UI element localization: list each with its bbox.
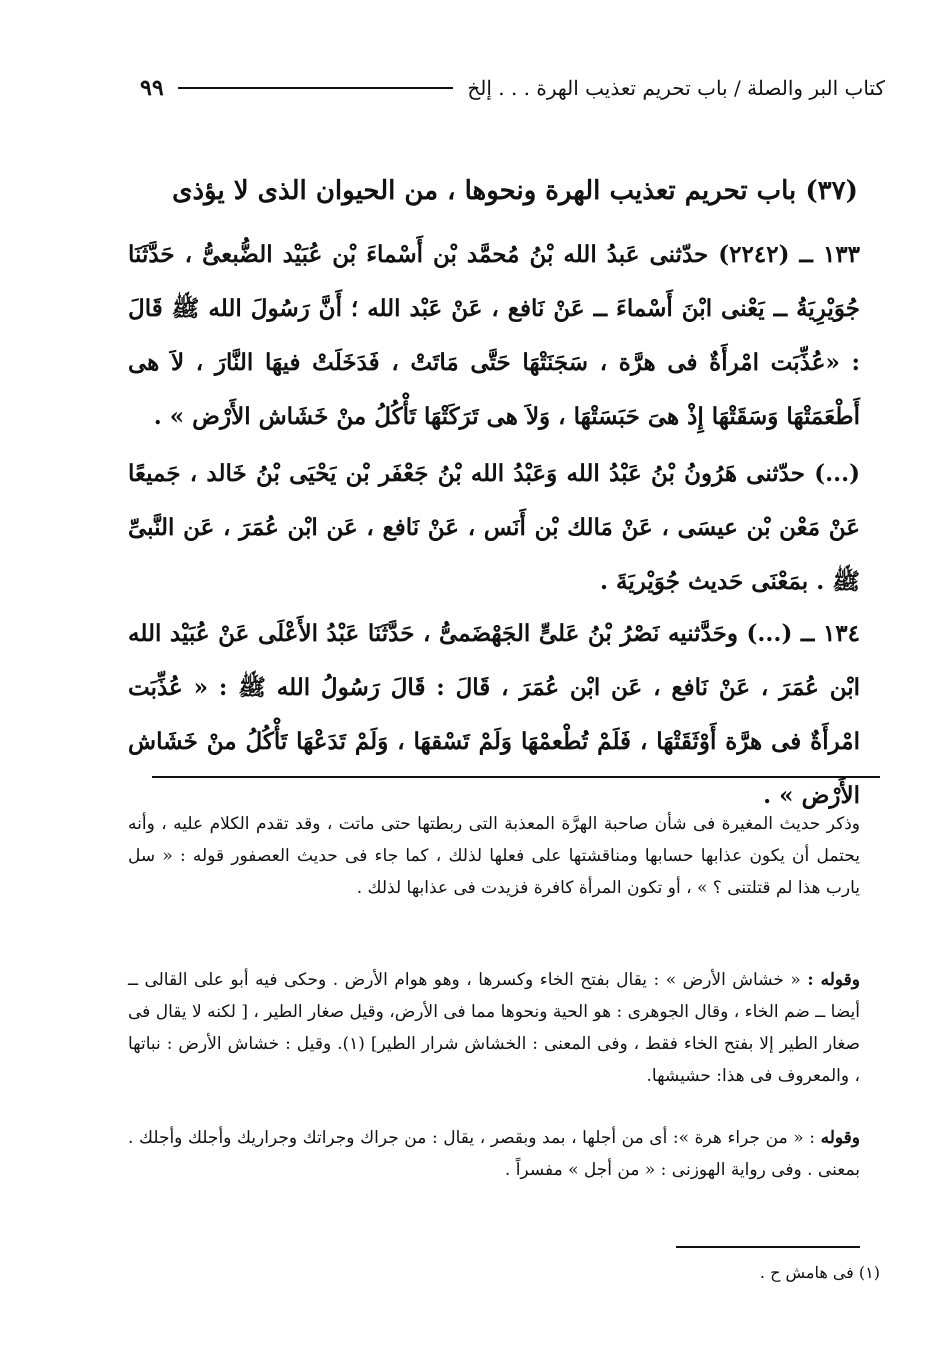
commentary-paragraph [128,964,860,1092]
header-rule [178,87,454,89]
hadith-133: ١٣٣ ــ (٢٢٤٢) حدّثنى عَبدُ الله بْنُ مُحمَّد بْن أَسْماءَ بْن عُبَيْد الضُّبعىُّ ، حَدَّثَنَا جُوَيْرِيَةُ ــ يَعْنى ابْنَ أَسْماءَ ــ عَنْ نَافع ، عَنْ عَبْد الله ؛ أَنَّ رَسُولَ الله ﷺ قَالَ : «عُذِّبَت امْرأَةٌ فى هرَّة ، سَجَنَتْهَا حَتَّى مَاتَتْ ، فَدَخَلَتْ فيهَا النَّارَ ، لاَ هى أَطْعَمَتْهَا وَسَقَتْهَا إِذْ هىَ حَبَسَتْهَا ، وَلاَ هى تَرَكَتْهَا تَأْكُلُ منْ خَشَاش الأَرْض » . [128,241,860,430]
commentary-divider [152,776,880,778]
running-title: كتاب البر والصلة / باب تحريم تعذيب الهرة . . . إلخ [467,76,885,100]
commentary-text: « خشاش الأرض » : يقال بفتح الخاء وكسرها ، وهو هوام الأرض . وحكى فيه أبو على القالى ــ أيضا ــ ضم الخاء ، وقال الجوهرى : هو الحية ونحوها مما فى الأرض، وقيل صغار الطير ، [ لكنه لا يقال فى صغار الطير إلا بفتح الخاء فقط ، وفى المعنى : الخشاش شرار الطير] (١). وقيل : خشاش الأرض : نباتها ، والمعروف فى هذا: حشيشها. [128,970,860,1086]
commentary-text: : « من جراء هرة »: أى من أجلها ، بمد وبقصر ، يقال : من جراك وجراتك وجراريك وأجلك وأجلك . بمعنى . وفى رواية الهوزنى : « من أجل » مفسراً . [128,1128,860,1180]
running-header [140,70,885,106]
page-number: ٩٩ [140,75,164,101]
hadith-133-chain: (...) حدّثنى هَرُونُ بْنُ عَبْدُ الله وَعَبْدُ الله بْنُ جَعْفَر بْن يَحْيَى بْنُ خَالد ، جَميعًا عَنْ مَعْن بْن عيسَى ، عَنْ مَالك بْن أَنَس ، عَنْ نَافع ، عَن ابْن عُمَرَ ، عَن النَّبىِّ ﷺ . بمَعْنَى حَديث جُوَيْريَةَ . [128,460,860,595]
footnote-rule [676,1246,860,1248]
commentary-lead: وقوله [820,1128,861,1148]
commentary-paragraph [128,808,860,904]
commentary-text: وذكر حديث المغيرة فى شأن صاحبة الهرَّة المعذبة التى ربطتها حتى ماتت ، وقد تقدم الكلام عليه ، وأنه يحتمل أن يكون عذابها حسابها ومناقشتها على فعلها لذلك ، كما جاء فى حديث العصفور قوله : « سل يارب هذا لم قتلتنى ؟ » ، أو تكون المرأة كافرة فزيدت فى عذابها لذلك . [128,814,860,898]
commentary-lead: وقوله : [807,970,861,990]
hadith-134: ١٣٤ ــ (...) وحَدَّثنيه نَصْرُ بْنُ عَلىٍّ الجَهْضَمىُّ ، حَدَّثَنَا عَبْدُ الأَعْلَى عَنْ عُبَيْد الله ابْن عُمَرَ ، عَنْ نَافع ، عَن ابْن عُمَرَ ، قَالَ : قَالَ رَسُولُ الله ﷺ : « عُذِّبَت امْرأَةٌ فى هرَّة أَوْثَقَتْهَا ، فَلَمْ تُطْعمْهَا وَلَمْ تَسْقهَا ، وَلَمْ تَدَعْهَا تَأْكُلُ منْ خَشَاش الأَرْض » . [128,620,860,809]
footnote: (١) فى هامش ح . [759,1263,880,1282]
chapter-title: (٣٧) باب تحريم تعذيب الهرة ونحوها ، من الحيوان الذى لا يؤذى [172,176,858,206]
commentary-paragraph [128,1122,860,1186]
